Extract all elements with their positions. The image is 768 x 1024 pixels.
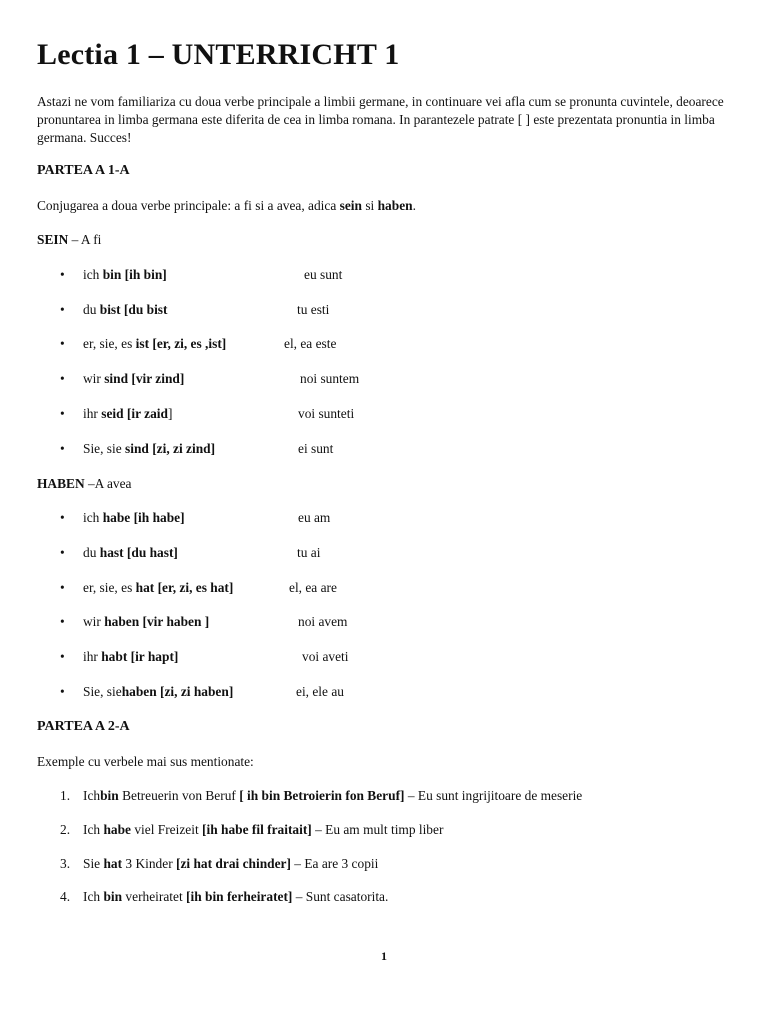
verb-form: bin [ih bin]	[102, 267, 167, 282]
bullet-icon: •	[60, 441, 65, 456]
pronoun: ich	[83, 510, 103, 525]
verb-form: haben [vir haben ]	[104, 614, 210, 629]
item-number: 3.	[60, 856, 71, 871]
conj-haben: haben	[377, 198, 413, 213]
bullet-icon: •	[60, 614, 65, 629]
verb-form: hat [er, zi, es hat]	[135, 580, 234, 595]
verb-form: habt [ir hapt]	[101, 649, 179, 664]
translation: – Sunt casatorita.	[292, 889, 389, 904]
rest: viel Freizeit	[131, 822, 203, 837]
subject: Ich	[83, 889, 104, 904]
rest: verheiratet	[122, 889, 187, 904]
verb-form: sind [zi, zi zind]	[125, 441, 216, 456]
pronoun: Sie, sie	[83, 684, 122, 699]
translation: ei sunt	[298, 441, 334, 456]
verb-form: sind [vir zind]	[104, 371, 185, 386]
translation: el, ea este	[284, 336, 337, 351]
post: ]	[167, 406, 173, 421]
bullet-icon: •	[60, 510, 65, 525]
subject: Ich	[83, 822, 104, 837]
sein-heading	[37, 232, 101, 248]
haben-heading	[37, 476, 131, 492]
translation: – Eu am mult timp liber	[311, 822, 444, 837]
pronoun: wir	[83, 614, 105, 629]
verb-form: ist [er, zi, es ,ist]	[135, 336, 227, 351]
bullet-icon: •	[60, 302, 65, 317]
examples-intro: Exemple cu verbele mai sus mentionate:	[37, 754, 254, 769]
part1-heading: PARTEA A 1-A	[37, 163, 130, 178]
translation: ei, ele au	[296, 684, 344, 699]
bullet-icon: •	[60, 684, 65, 699]
subject: Sie	[83, 856, 104, 871]
verb-form: haben [zi, zi haben]	[121, 684, 234, 699]
bullet-icon: •	[60, 649, 65, 664]
pronunciation: [zi hat drai chinder]	[176, 856, 291, 871]
pronunciation: [ih habe fil fraitait]	[202, 822, 312, 837]
verb: habe	[103, 822, 131, 837]
haben-label: HABEN	[37, 476, 85, 491]
pronoun: du	[83, 302, 100, 317]
translation: – Ea are 3 copii	[290, 856, 379, 871]
conj-and: si	[361, 198, 378, 213]
sein-label: SEIN	[37, 232, 69, 247]
translation: tu esti	[297, 302, 330, 317]
item-number: 4.	[60, 889, 71, 904]
verb: hat	[103, 856, 123, 871]
verb-form: seid [ir zaid	[101, 406, 168, 421]
page-number: 1	[381, 949, 387, 963]
bullet-icon: •	[60, 545, 65, 560]
translation: voi aveti	[302, 649, 349, 664]
translation: eu am	[298, 510, 331, 525]
bullet-icon: •	[60, 267, 65, 282]
verb-form: hast [du hast]	[99, 545, 178, 560]
translation: eu sunt	[304, 267, 343, 282]
translation: tu ai	[297, 545, 321, 560]
conjugation-sentence	[37, 198, 416, 214]
pronunciation: [ ih bin Betroierin fon Beruf]	[239, 788, 405, 803]
conj-sein: sein	[339, 198, 362, 213]
pronoun: ihr	[83, 649, 102, 664]
pronoun: ich	[83, 267, 103, 282]
pronoun: du	[83, 545, 100, 560]
verb-form: habe [ih habe]	[102, 510, 185, 525]
pronoun: ihr	[83, 406, 102, 421]
conj-end: .	[412, 198, 416, 213]
translation: – Eu sunt ingrijitoare de meserie	[404, 788, 583, 803]
page-title: Lectia 1 – UNTERRICHT 1	[37, 38, 400, 71]
pronunciation: [ih bin ferheiratet]	[186, 889, 293, 904]
haben-meaning: –A avea	[84, 476, 132, 491]
verb: bin	[103, 889, 123, 904]
pronoun: er, sie, es	[83, 580, 136, 595]
sein-meaning: – A fi	[68, 232, 102, 247]
item-number: 2.	[60, 822, 71, 837]
pronoun: Sie, sie	[83, 441, 126, 456]
translation: el, ea are	[289, 580, 337, 595]
translation: noi suntem	[300, 371, 360, 386]
rest: Betreuerin von Beruf	[118, 788, 240, 803]
translation: voi sunteti	[298, 406, 355, 421]
bullet-icon: •	[60, 336, 65, 351]
verb-form: bist [du bist	[99, 302, 168, 317]
part2-heading: PARTEA A 2-A	[37, 719, 130, 734]
verb: bin	[100, 788, 119, 803]
pronoun: er, sie, es	[83, 336, 136, 351]
bullet-icon: •	[60, 371, 65, 386]
bullet-icon: •	[60, 406, 65, 421]
bullet-icon: •	[60, 580, 65, 595]
pronoun: wir	[83, 371, 105, 386]
item-number: 1.	[60, 788, 71, 803]
rest: 3 Kinder	[122, 856, 177, 871]
conj-text: Conjugarea a doua verbe principale: a fi si a avea, adica	[37, 198, 340, 213]
intro-paragraph: Astazi ne vom familiariza cu doua verbe principale a limbii germane, in continuare vei afla cum se pronunta cuvintele, deoarece pronuntarea in limba germana este diferita de cea in limba romana. In parantezele patrate [ ] este prezentata pronuntia in limba germana. Succes!	[37, 94, 724, 145]
translation: noi avem	[298, 614, 348, 629]
subject: Ich	[83, 788, 101, 803]
